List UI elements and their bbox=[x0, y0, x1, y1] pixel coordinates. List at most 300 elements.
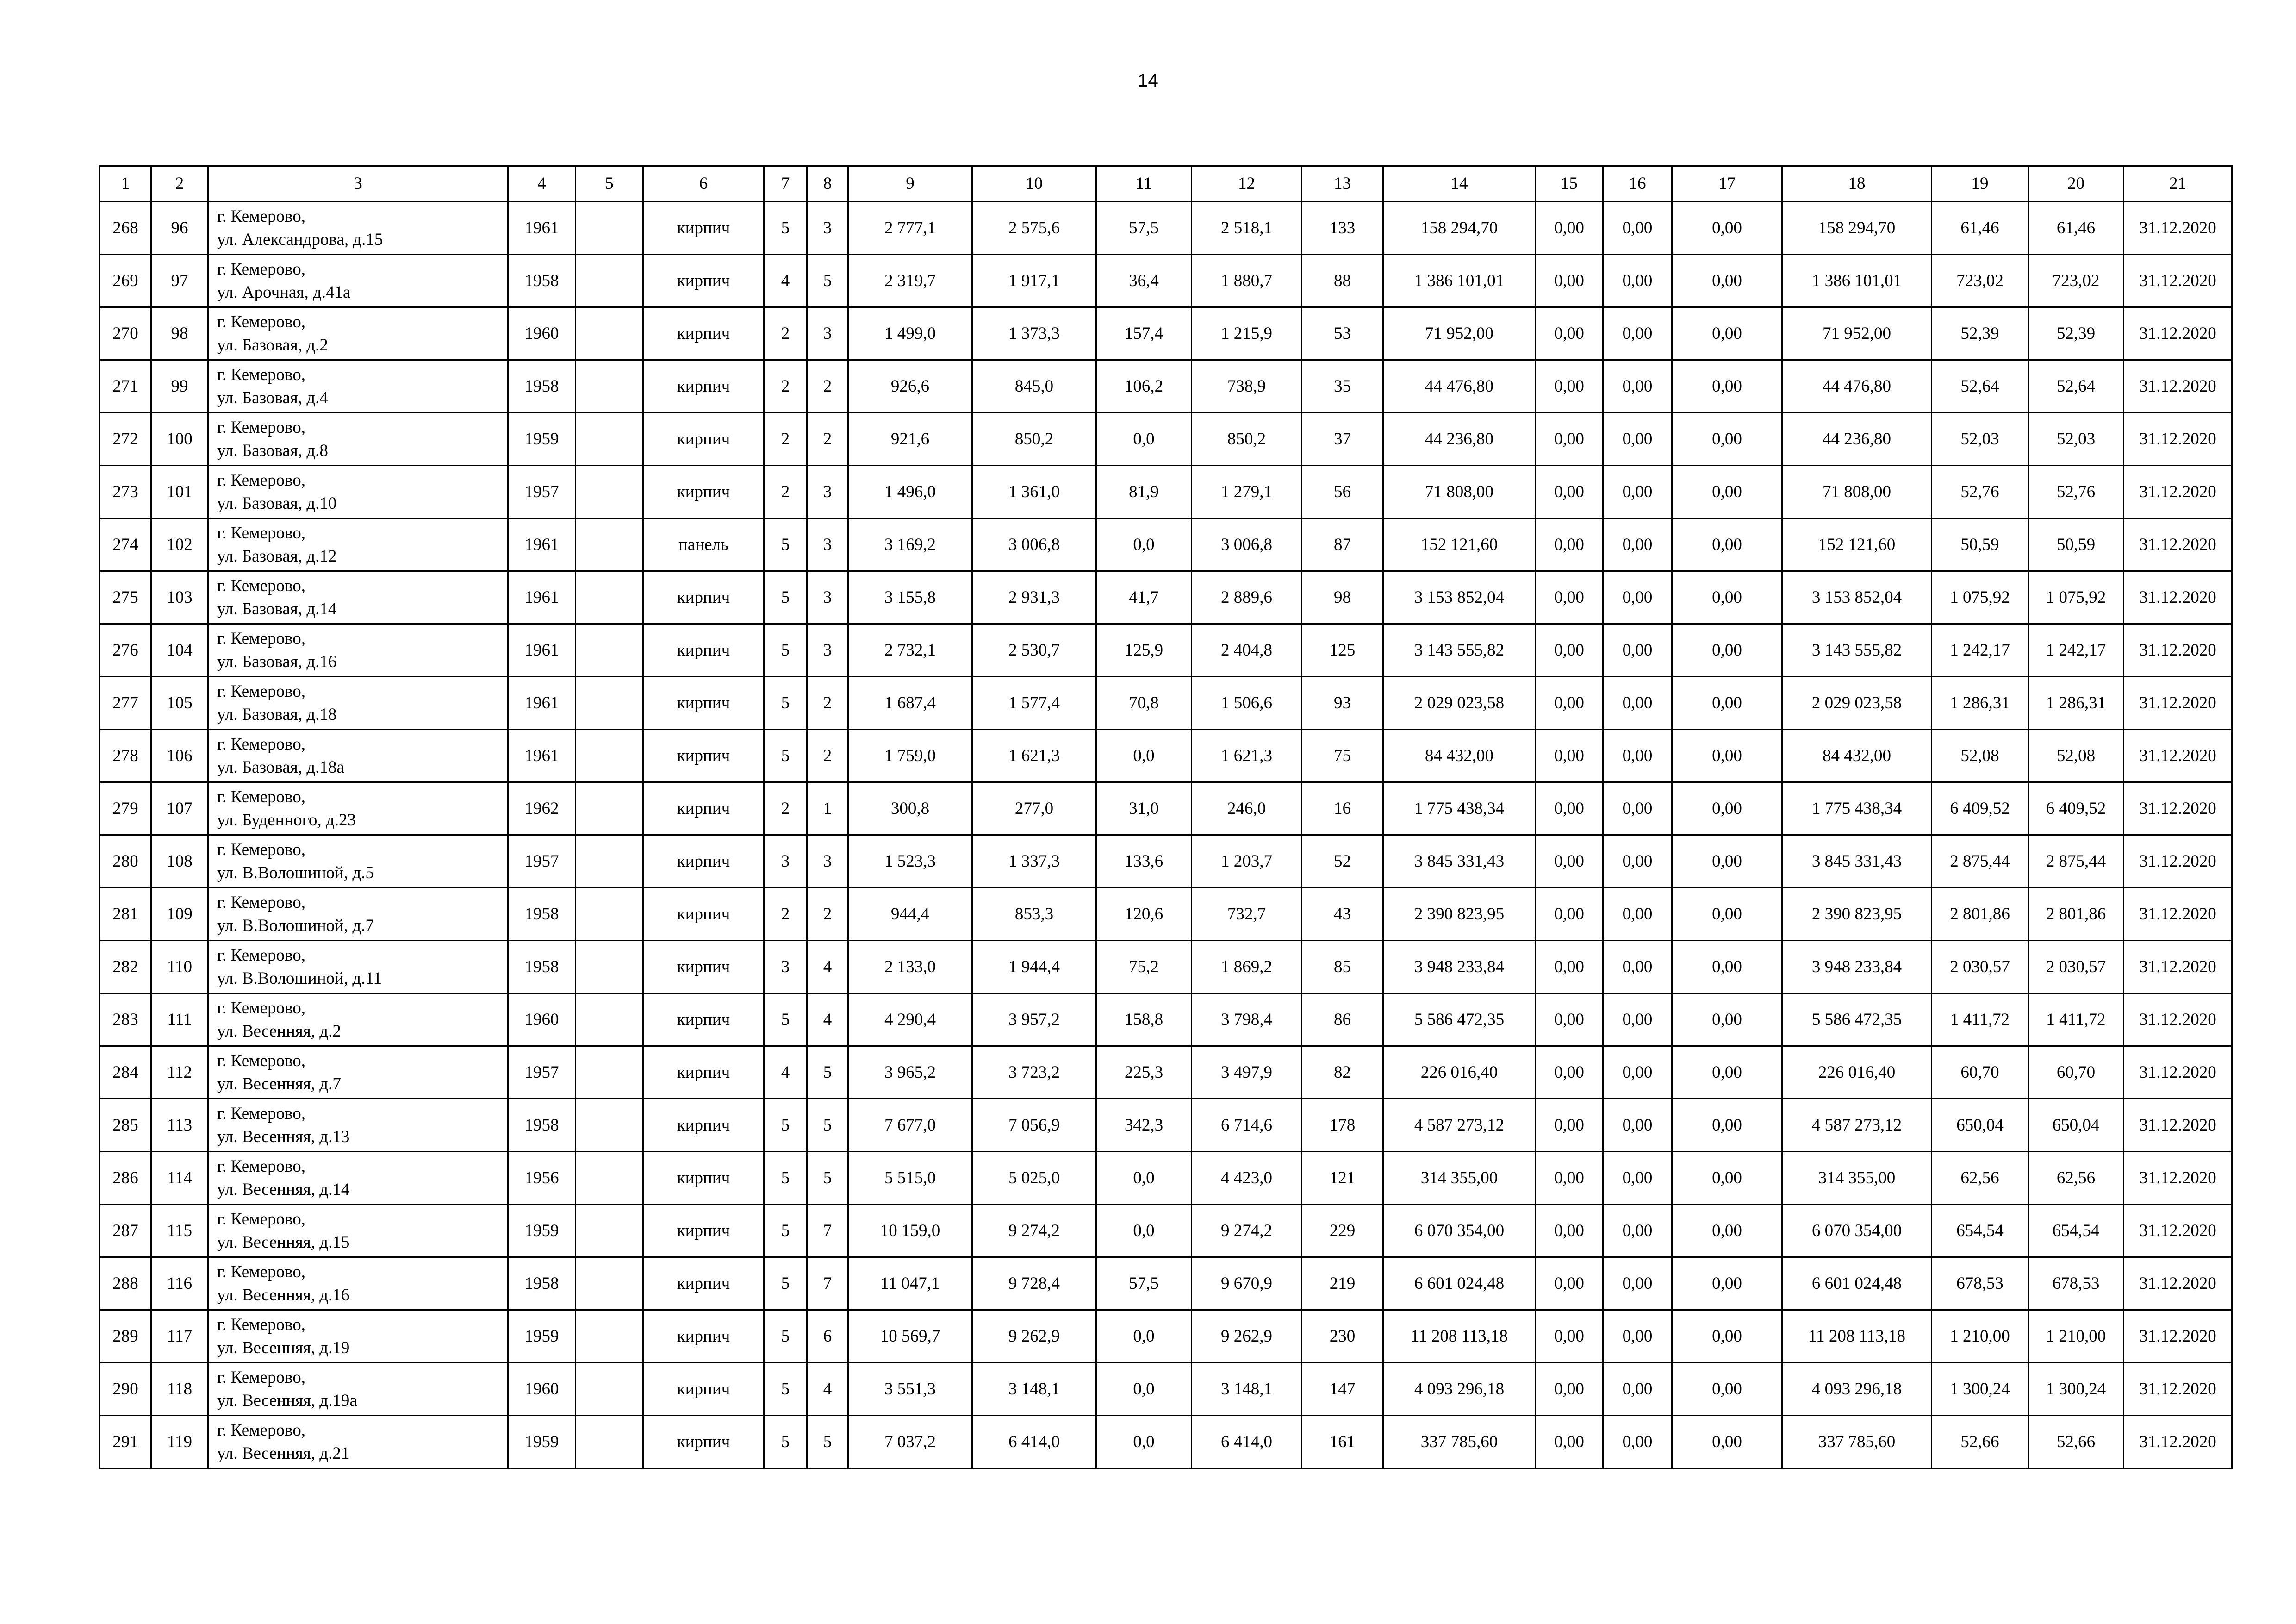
table-cell: 101 bbox=[151, 466, 208, 518]
table-cell: 110 bbox=[151, 941, 208, 993]
table-cell: 270 bbox=[100, 307, 151, 360]
table-cell: 71 808,00 bbox=[1383, 466, 1536, 518]
table-cell: 52,66 bbox=[1932, 1416, 2028, 1468]
address-city: г. Кемерово, bbox=[217, 1209, 305, 1229]
table-cell: 3 169,2 bbox=[848, 518, 972, 571]
table-cell: 107 bbox=[151, 782, 208, 835]
table-cell bbox=[576, 413, 643, 466]
table-cell: 4 bbox=[807, 1363, 848, 1416]
table-cell: 4 290,4 bbox=[848, 993, 972, 1046]
table-cell: 1 621,3 bbox=[972, 730, 1096, 782]
table-cell bbox=[576, 518, 643, 571]
address-cell bbox=[208, 307, 508, 360]
table-cell: 0,00 bbox=[1603, 1363, 1672, 1416]
header-cell: 8 bbox=[807, 166, 848, 202]
table-row bbox=[100, 1310, 2232, 1363]
address-cell bbox=[208, 993, 508, 1046]
table-cell: 5 bbox=[764, 1363, 807, 1416]
table-cell: 275 bbox=[100, 571, 151, 624]
address-cell bbox=[208, 782, 508, 835]
table-cell: 314 355,00 bbox=[1782, 1152, 1932, 1205]
table-cell: 96 bbox=[151, 202, 208, 255]
table-cell: 3 143 555,82 bbox=[1782, 624, 1932, 677]
table-cell: 7 037,2 bbox=[848, 1416, 972, 1468]
table-cell: 0,00 bbox=[1603, 255, 1672, 307]
table-cell: 1 300,24 bbox=[2028, 1363, 2124, 1416]
table-cell: 93 bbox=[1302, 677, 1383, 730]
table-cell: 81,9 bbox=[1096, 466, 1192, 518]
header-cell: 2 bbox=[151, 166, 208, 202]
table-cell: 88 bbox=[1302, 255, 1383, 307]
table-cell: 0,00 bbox=[1536, 466, 1603, 518]
table-cell: 31.12.2020 bbox=[2124, 466, 2232, 518]
table-cell: 300,8 bbox=[848, 782, 972, 835]
table-cell bbox=[576, 1205, 643, 1257]
table-cell: 133 bbox=[1302, 202, 1383, 255]
table-cell: 6 070 354,00 bbox=[1782, 1205, 1932, 1257]
table-row bbox=[100, 518, 2232, 571]
table-cell: 0,00 bbox=[1536, 1046, 1603, 1099]
table-cell: 5 bbox=[764, 677, 807, 730]
table-cell: 1961 bbox=[508, 518, 576, 571]
header-cell: 9 bbox=[848, 166, 972, 202]
table-cell: 98 bbox=[151, 307, 208, 360]
table-cell: 732,7 bbox=[1192, 888, 1302, 941]
table-cell: 1 944,4 bbox=[972, 941, 1096, 993]
table-cell: 31.12.2020 bbox=[2124, 782, 2232, 835]
table-cell: 1 621,3 bbox=[1192, 730, 1302, 782]
table-cell: 31.12.2020 bbox=[2124, 1363, 2232, 1416]
table-cell: 6 601 024,48 bbox=[1782, 1257, 1932, 1310]
table-cell: 5 bbox=[764, 1099, 807, 1152]
table-cell: 31.12.2020 bbox=[2124, 307, 2232, 360]
table-cell: 87 bbox=[1302, 518, 1383, 571]
table-cell: кирпич bbox=[643, 835, 764, 888]
address-street: ул. Базовая, д.18 bbox=[217, 705, 337, 724]
header-cell: 16 bbox=[1603, 166, 1672, 202]
table-cell: 4 093 296,18 bbox=[1782, 1363, 1932, 1416]
table-cell: 277 bbox=[100, 677, 151, 730]
table-cell: 50,59 bbox=[1932, 518, 2028, 571]
table-cell: 0,00 bbox=[1603, 1310, 1672, 1363]
table-cell: 2 bbox=[764, 413, 807, 466]
table-cell: 288 bbox=[100, 1257, 151, 1310]
table-cell: 44 236,80 bbox=[1782, 413, 1932, 466]
table-cell: 5 bbox=[764, 1152, 807, 1205]
table-cell: 1958 bbox=[508, 1257, 576, 1310]
table-cell: 0,00 bbox=[1672, 202, 1782, 255]
table-cell: кирпич bbox=[643, 730, 764, 782]
table-cell: 117 bbox=[151, 1310, 208, 1363]
table-cell bbox=[576, 730, 643, 782]
table-cell: 1 411,72 bbox=[2028, 993, 2124, 1046]
table-cell: 31.12.2020 bbox=[2124, 730, 2232, 782]
table-cell: 112 bbox=[151, 1046, 208, 1099]
table-row bbox=[100, 1257, 2232, 1310]
table-cell: 2 bbox=[807, 360, 848, 413]
table-cell: 3 153 852,04 bbox=[1782, 571, 1932, 624]
address-city: г. Кемерово, bbox=[217, 576, 305, 595]
table-cell: 1 361,0 bbox=[972, 466, 1096, 518]
table-cell: 3 948 233,84 bbox=[1782, 941, 1932, 993]
table-cell: 50,59 bbox=[2028, 518, 2124, 571]
table-cell: 125,9 bbox=[1096, 624, 1192, 677]
table-cell: 31.12.2020 bbox=[2124, 518, 2232, 571]
table-cell: 1 577,4 bbox=[972, 677, 1096, 730]
table-cell: 5 bbox=[764, 993, 807, 1046]
address-city: г. Кемерово, bbox=[217, 1051, 305, 1070]
table-cell: 337 785,60 bbox=[1782, 1416, 1932, 1468]
table-cell: 1 880,7 bbox=[1192, 255, 1302, 307]
table-cell: 9 728,4 bbox=[972, 1257, 1096, 1310]
table-cell: 6 409,52 bbox=[2028, 782, 2124, 835]
table-cell bbox=[576, 1310, 643, 1363]
table-cell: 1 337,3 bbox=[972, 835, 1096, 888]
table-cell: кирпич bbox=[643, 360, 764, 413]
table-cell: 4 bbox=[807, 993, 848, 1046]
table-cell: 31.12.2020 bbox=[2124, 835, 2232, 888]
table-cell: 1 373,3 bbox=[972, 307, 1096, 360]
table-cell: 4 bbox=[764, 1046, 807, 1099]
table-cell: 99 bbox=[151, 360, 208, 413]
table-row bbox=[100, 888, 2232, 941]
address-street: ул. В.Волошиной, д.5 bbox=[217, 863, 374, 882]
table-cell: 61,46 bbox=[1932, 202, 2028, 255]
table-cell: 268 bbox=[100, 202, 151, 255]
table-cell: 0,00 bbox=[1672, 1205, 1782, 1257]
table-cell: 52 bbox=[1302, 835, 1383, 888]
table-cell: 5 bbox=[764, 1416, 807, 1468]
housing-registry-table bbox=[99, 165, 2233, 1469]
table-cell: 284 bbox=[100, 1046, 151, 1099]
table-cell: 1956 bbox=[508, 1152, 576, 1205]
table-cell: 0,00 bbox=[1603, 782, 1672, 835]
table-cell: 0,00 bbox=[1603, 993, 1672, 1046]
table-cell: 0,00 bbox=[1672, 518, 1782, 571]
table-cell: 0,00 bbox=[1603, 1099, 1672, 1152]
table-cell: 6 409,52 bbox=[1932, 782, 2028, 835]
table-cell: 2 390 823,95 bbox=[1782, 888, 1932, 941]
address-street: ул. Базовая, д.16 bbox=[217, 652, 337, 671]
table-cell: 1958 bbox=[508, 360, 576, 413]
table-cell: 283 bbox=[100, 993, 151, 1046]
table-cell: 723,02 bbox=[1932, 255, 2028, 307]
table-cell: 1958 bbox=[508, 255, 576, 307]
table-cell: 31,0 bbox=[1096, 782, 1192, 835]
table-cell: 0,00 bbox=[1536, 677, 1603, 730]
table-cell: 0,00 bbox=[1672, 1363, 1782, 1416]
table-cell: 2 bbox=[764, 466, 807, 518]
header-cell: 1 bbox=[100, 166, 151, 202]
table-cell: 6 414,0 bbox=[972, 1416, 1096, 1468]
page-number: 14 bbox=[1138, 70, 1158, 91]
table-cell: кирпич bbox=[643, 1257, 764, 1310]
table-row bbox=[100, 993, 2232, 1046]
table-cell: 5 586 472,35 bbox=[1782, 993, 1932, 1046]
address-city: г. Кемерово, bbox=[217, 998, 305, 1018]
header-cell: 3 bbox=[208, 166, 508, 202]
table-cell: 1959 bbox=[508, 1205, 576, 1257]
table-cell: 2 732,1 bbox=[848, 624, 972, 677]
table-cell: 1957 bbox=[508, 1046, 576, 1099]
table-cell: 0,0 bbox=[1096, 730, 1192, 782]
table-cell: 0,00 bbox=[1603, 413, 1672, 466]
table-cell: 3 948 233,84 bbox=[1383, 941, 1536, 993]
address-street: ул. Весенняя, д.7 bbox=[217, 1074, 341, 1093]
table-cell: кирпич bbox=[643, 888, 764, 941]
table-cell: 926,6 bbox=[848, 360, 972, 413]
table-cell: 2 801,86 bbox=[2028, 888, 2124, 941]
table-cell: 52,08 bbox=[2028, 730, 2124, 782]
table-cell: 3 bbox=[807, 307, 848, 360]
table-cell: 82 bbox=[1302, 1046, 1383, 1099]
table-cell: 650,04 bbox=[2028, 1099, 2124, 1152]
address-street: ул. Весенняя, д.19 bbox=[217, 1338, 350, 1357]
table-cell: 0,00 bbox=[1536, 1363, 1603, 1416]
table-cell: 0,00 bbox=[1672, 677, 1782, 730]
table-cell: кирпич bbox=[643, 307, 764, 360]
table-cell: 0,0 bbox=[1096, 1416, 1192, 1468]
table-cell: 0,00 bbox=[1603, 941, 1672, 993]
table-cell: 115 bbox=[151, 1205, 208, 1257]
table-cell bbox=[576, 1416, 643, 1468]
table-cell: кирпич bbox=[643, 1363, 764, 1416]
table-cell: 2 029 023,58 bbox=[1782, 677, 1932, 730]
address-street: ул. Базовая, д.12 bbox=[217, 546, 337, 566]
table-row bbox=[100, 624, 2232, 677]
table-cell: кирпич bbox=[643, 1099, 764, 1152]
table-cell bbox=[576, 1099, 643, 1152]
table-cell: 3 bbox=[807, 835, 848, 888]
table-cell: 3 957,2 bbox=[972, 993, 1096, 1046]
table-cell: 31.12.2020 bbox=[2124, 677, 2232, 730]
address-city: г. Кемерово, bbox=[217, 1420, 305, 1440]
table-cell: 845,0 bbox=[972, 360, 1096, 413]
table-cell: 108 bbox=[151, 835, 208, 888]
table-cell: кирпич bbox=[643, 466, 764, 518]
table-cell: 147 bbox=[1302, 1363, 1383, 1416]
table-cell: 52,76 bbox=[1932, 466, 2028, 518]
table-cell: 158 294,70 bbox=[1383, 202, 1536, 255]
table-cell: 5 025,0 bbox=[972, 1152, 1096, 1205]
table-cell: 152 121,60 bbox=[1782, 518, 1932, 571]
table-cell: 7 677,0 bbox=[848, 1099, 972, 1152]
table-cell: 3 bbox=[807, 571, 848, 624]
address-city: г. Кемерово, bbox=[217, 418, 305, 437]
table-cell: 11 047,1 bbox=[848, 1257, 972, 1310]
address-city: г. Кемерово, bbox=[217, 365, 305, 384]
table-cell: 1 411,72 bbox=[1932, 993, 2028, 1046]
table-cell: кирпич bbox=[643, 1046, 764, 1099]
table-cell: 0,00 bbox=[1536, 835, 1603, 888]
table-cell: 0,00 bbox=[1603, 360, 1672, 413]
table-cell: 1 496,0 bbox=[848, 466, 972, 518]
table-cell: 6 414,0 bbox=[1192, 1416, 1302, 1468]
table-cell: 2 bbox=[764, 307, 807, 360]
address-city: г. Кемерово, bbox=[217, 470, 305, 490]
table-cell: 2 875,44 bbox=[1932, 835, 2028, 888]
table-cell: 0,0 bbox=[1096, 413, 1192, 466]
address-street: ул. Весенняя, д.16 bbox=[217, 1285, 350, 1305]
table-cell: 277,0 bbox=[972, 782, 1096, 835]
table-cell: 0,00 bbox=[1672, 571, 1782, 624]
table-cell: 75,2 bbox=[1096, 941, 1192, 993]
table-cell: 16 bbox=[1302, 782, 1383, 835]
table-cell: 1961 bbox=[508, 677, 576, 730]
table-cell: 0,00 bbox=[1603, 571, 1672, 624]
table-cell: кирпич bbox=[643, 202, 764, 255]
table-cell: 1 215,9 bbox=[1192, 307, 1302, 360]
table-cell: 269 bbox=[100, 255, 151, 307]
table-row bbox=[100, 1152, 2232, 1205]
table-row bbox=[100, 835, 2232, 888]
address-street: ул. Базовая, д.4 bbox=[217, 388, 328, 407]
address-city: г. Кемерово, bbox=[217, 312, 305, 331]
table-cell: 31.12.2020 bbox=[2124, 1152, 2232, 1205]
address-street: ул. Базовая, д.2 bbox=[217, 335, 328, 355]
table-cell: 0,00 bbox=[1536, 888, 1603, 941]
table-row bbox=[100, 941, 2232, 993]
table-cell: 2 875,44 bbox=[2028, 835, 2124, 888]
table-cell: 1961 bbox=[508, 624, 576, 677]
table-cell: 5 bbox=[764, 202, 807, 255]
table-cell: 71 952,00 bbox=[1383, 307, 1536, 360]
table-cell: 2 889,6 bbox=[1192, 571, 1302, 624]
table-cell: 738,9 bbox=[1192, 360, 1302, 413]
table-cell: 31.12.2020 bbox=[2124, 571, 2232, 624]
address-street: ул. Весенняя, д.19а bbox=[217, 1391, 357, 1410]
table-cell: 1958 bbox=[508, 941, 576, 993]
table-cell: 1 203,7 bbox=[1192, 835, 1302, 888]
address-cell bbox=[208, 677, 508, 730]
table-cell bbox=[576, 835, 643, 888]
table-cell: 31.12.2020 bbox=[2124, 888, 2232, 941]
address-cell bbox=[208, 730, 508, 782]
address-cell bbox=[208, 466, 508, 518]
table-cell: 71 952,00 bbox=[1782, 307, 1932, 360]
table-cell: 114 bbox=[151, 1152, 208, 1205]
address-city: г. Кемерово, bbox=[217, 1262, 305, 1281]
table-cell: 43 bbox=[1302, 888, 1383, 941]
table-cell: 229 bbox=[1302, 1205, 1383, 1257]
table-cell: 5 586 472,35 bbox=[1383, 993, 1536, 1046]
table-cell: 5 bbox=[807, 1152, 848, 1205]
table-cell: 1962 bbox=[508, 782, 576, 835]
header-cell: 19 bbox=[1932, 166, 2028, 202]
table-cell: 1957 bbox=[508, 466, 576, 518]
table-cell: 118 bbox=[151, 1363, 208, 1416]
table-cell bbox=[576, 307, 643, 360]
table-cell: 36,4 bbox=[1096, 255, 1192, 307]
table-cell bbox=[576, 624, 643, 677]
table-cell: 41,7 bbox=[1096, 571, 1192, 624]
table-cell: 0,00 bbox=[1603, 466, 1672, 518]
table-cell: 52,39 bbox=[1932, 307, 2028, 360]
table-cell: 9 670,9 bbox=[1192, 1257, 1302, 1310]
table-cell: 52,08 bbox=[1932, 730, 2028, 782]
table-cell: 3 006,8 bbox=[1192, 518, 1302, 571]
table-cell: 2 801,86 bbox=[1932, 888, 2028, 941]
table-cell: кирпич bbox=[643, 1152, 764, 1205]
table-cell bbox=[576, 677, 643, 730]
header-cell: 7 bbox=[764, 166, 807, 202]
header-cell: 15 bbox=[1536, 166, 1603, 202]
table-cell: 31.12.2020 bbox=[2124, 1310, 2232, 1363]
table-cell: кирпич bbox=[643, 1416, 764, 1468]
table-cell: 285 bbox=[100, 1099, 151, 1152]
table-body bbox=[100, 166, 2232, 1468]
table-cell: 62,56 bbox=[1932, 1152, 2028, 1205]
header-cell: 20 bbox=[2028, 166, 2124, 202]
table-cell: кирпич bbox=[643, 677, 764, 730]
table-cell: 0,00 bbox=[1536, 1099, 1603, 1152]
table-row bbox=[100, 1416, 2232, 1468]
table-cell: 5 bbox=[764, 571, 807, 624]
table-cell bbox=[576, 1152, 643, 1205]
table-cell: 31.12.2020 bbox=[2124, 1257, 2232, 1310]
table-cell: 0,00 bbox=[1672, 624, 1782, 677]
table-cell: 0,00 bbox=[1536, 255, 1603, 307]
table-cell: 31.12.2020 bbox=[2124, 202, 2232, 255]
address-city: г. Кемерово, bbox=[217, 1315, 305, 1334]
address-street: ул. Арочная, д.41а bbox=[217, 282, 351, 302]
table-cell: 44 236,80 bbox=[1383, 413, 1536, 466]
table-cell: 37 bbox=[1302, 413, 1383, 466]
table-cell: 1 075,92 bbox=[1932, 571, 2028, 624]
table-row bbox=[100, 255, 2232, 307]
table-cell: 278 bbox=[100, 730, 151, 782]
table-cell: 0,00 bbox=[1536, 571, 1603, 624]
table-cell bbox=[576, 466, 643, 518]
table-cell: 3 148,1 bbox=[1192, 1363, 1302, 1416]
table-cell: 0,00 bbox=[1603, 1205, 1672, 1257]
address-city: г. Кемерово, bbox=[217, 1104, 305, 1123]
table-cell: 0,0 bbox=[1096, 1363, 1192, 1416]
table-cell: 157,4 bbox=[1096, 307, 1192, 360]
header-row bbox=[100, 166, 2232, 202]
table-cell: 2 bbox=[764, 888, 807, 941]
table-cell: 723,02 bbox=[2028, 255, 2124, 307]
table-cell: панель bbox=[643, 518, 764, 571]
table-cell: 10 569,7 bbox=[848, 1310, 972, 1363]
table-cell: 62,56 bbox=[2028, 1152, 2124, 1205]
table-cell: 52,64 bbox=[1932, 360, 2028, 413]
table-cell: 0,00 bbox=[1536, 624, 1603, 677]
table-cell: 11 208 113,18 bbox=[1383, 1310, 1536, 1363]
table-cell: 2 518,1 bbox=[1192, 202, 1302, 255]
table-cell: 71 808,00 bbox=[1782, 466, 1932, 518]
address-city: г. Кемерово, bbox=[217, 523, 305, 543]
table-cell: 1961 bbox=[508, 571, 576, 624]
table-cell: 53 bbox=[1302, 307, 1383, 360]
table-cell: 44 476,80 bbox=[1383, 360, 1536, 413]
address-cell bbox=[208, 1416, 508, 1468]
table-cell: 5 bbox=[764, 624, 807, 677]
table-cell: 0,0 bbox=[1096, 1205, 1192, 1257]
table-cell: 2 bbox=[807, 677, 848, 730]
table-cell: 0,00 bbox=[1603, 1416, 1672, 1468]
table-row bbox=[100, 1099, 2232, 1152]
table-cell: 125 bbox=[1302, 624, 1383, 677]
table-cell: 2 bbox=[807, 413, 848, 466]
table-cell: 0,00 bbox=[1603, 307, 1672, 360]
table-cell: 52,66 bbox=[2028, 1416, 2124, 1468]
table-cell: 1 759,0 bbox=[848, 730, 972, 782]
table-cell: 0,00 bbox=[1603, 730, 1672, 782]
table-cell: 44 476,80 bbox=[1782, 360, 1932, 413]
address-cell bbox=[208, 941, 508, 993]
table-row bbox=[100, 202, 2232, 255]
